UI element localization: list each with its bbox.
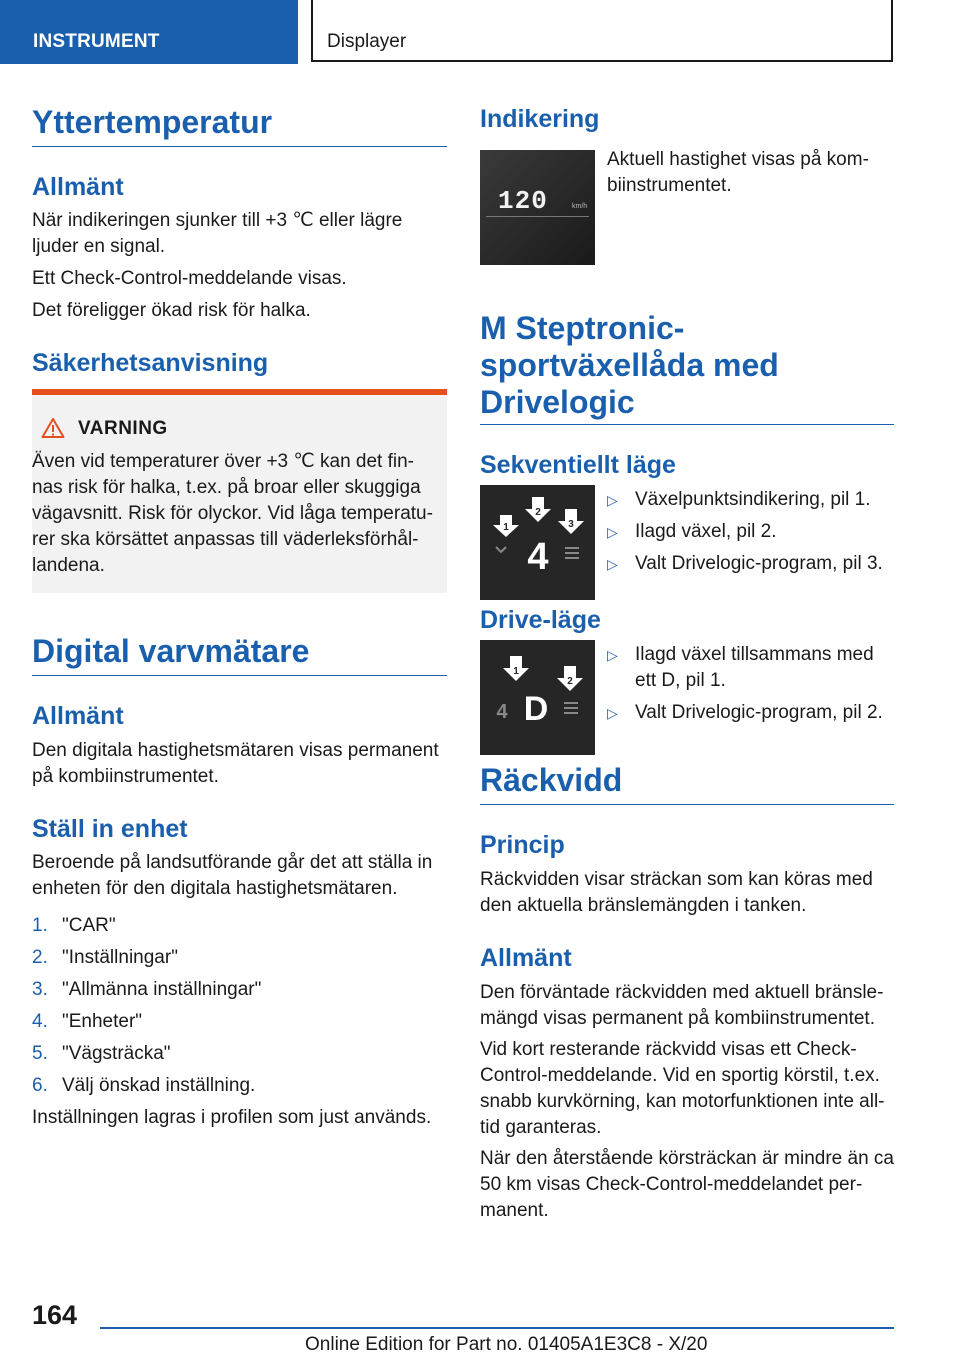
svg-text:2: 2 (567, 676, 573, 687)
svg-text:3: 3 (568, 519, 574, 530)
svg-text:D: D (523, 690, 549, 728)
warning-triangle-icon (41, 417, 65, 439)
paragraph-text: den aktuella bränslemängden i tanken. (480, 895, 807, 916)
paragraph-text: Ett Check-Control-meddelande visas. (32, 268, 347, 289)
heading-rule (32, 675, 447, 676)
heading-rule (32, 146, 447, 147)
warning-box (32, 389, 447, 593)
warning-line: landena. (32, 555, 105, 576)
paragraph-text: Inställningen lagras i profilen som just används. (32, 1107, 432, 1128)
list-item: 1. "CAR" (32, 915, 116, 936)
list-item: ▷ Valt Drivelogic-program, pil 3. (607, 553, 883, 574)
heading-digital-speedometer: Digital varvmätare (32, 633, 310, 669)
subheading-safety: Säkerhetsanvisning (32, 349, 269, 377)
divider (486, 216, 589, 217)
header-topic-label: Displayer (327, 31, 407, 52)
svg-text:1: 1 (503, 522, 509, 533)
paragraph-text: på kombiinstrumentet. (32, 766, 219, 787)
paragraph-text: biinstrumentet. (607, 175, 732, 196)
header-topic-tab (311, 0, 893, 62)
heading-rule (480, 804, 894, 805)
svg-text:4: 4 (496, 701, 508, 723)
subheading-drive-mode: Drive-läge (480, 606, 601, 634)
svg-text:4: 4 (527, 536, 549, 578)
warning-line: Även vid temperaturer över +3 ℃ kan det fin- (32, 451, 414, 472)
warning-text (32, 449, 447, 579)
header-section-tab (0, 0, 298, 64)
paragraph-text: Den digitala hastighetsmätaren visas permanent (32, 740, 439, 761)
paragraph-range-short: Vid kort resterande räckvidd visas ett Check- Control-meddelande. Vid en sportig körstil, t.ex. snabb kurvkörning, kan motorfunktionen inte all- tid garanteras. (480, 1039, 885, 1138)
warning-title: VARNING (78, 418, 168, 439)
list-item: ▷ Ilagd växel, pil 2. (607, 521, 777, 542)
list-item: ▷ Ilagd växel tillsammans med (607, 644, 874, 665)
subheading-set-unit: Ställ in enhet (32, 815, 188, 843)
list-item: 4. "Enheter" (32, 1011, 143, 1032)
paragraph-text: När indikeringen sjunker till +3 ℃ eller lägre (32, 210, 403, 231)
header-section-label: INSTRUMENT (33, 31, 160, 52)
paragraph-text: enheten för den digitala hastighetsmätaren. (32, 878, 398, 899)
subheading-sequential-mode: Sekventiellt läge (480, 451, 676, 479)
paragraph-text: ljuder en signal. (32, 236, 166, 257)
warning-line: nas risk för halka, t.ex. på broar eller skuggiga (32, 477, 421, 498)
paragraph-range-remaining: När den återstående körsträckan är mindre än ca 50 km visas Check-Control-meddelandet per- manent. (480, 1148, 894, 1221)
heading-rule (480, 424, 894, 425)
page-number: 164 (32, 1300, 78, 1330)
warning-bar (32, 389, 447, 395)
svg-text:2: 2 (535, 507, 541, 518)
paragraph-range-expected: Den förväntade räckvidden med aktuell bränsle- mängd visas permanent på kombiinstrumentet. (480, 982, 884, 1029)
list-item-continuation: ett D, pil 1. (635, 670, 726, 691)
warning-line: vägavsnitt. Risk för olyckor. Vid låga temperatu- (32, 503, 433, 524)
subheading-general: Allmänt (32, 702, 124, 730)
sequential-mode-image (480, 485, 595, 600)
warning-line: rer ska körsättet anpassas till väderleksförhål- (32, 529, 419, 550)
paragraph-text: Aktuell hastighet visas på kom- (607, 149, 869, 170)
list-item: 5. "Vägsträcka" (32, 1043, 171, 1064)
drive-indicator-graphic (480, 640, 595, 755)
subheading-general: Allmänt (32, 173, 124, 201)
speed-unit: km/h (572, 203, 588, 210)
subheading-general: Allmänt (480, 944, 572, 972)
heading-range: Räckvidd (480, 762, 623, 798)
paragraph-text: Räckvidden visar sträckan som kan köras med (480, 869, 873, 890)
list-item: 6. Välj önskad inställning. (32, 1075, 256, 1096)
speed-value: 120 (498, 186, 548, 216)
paragraph-text: Det föreligger ökad risk för halka. (32, 300, 311, 321)
gear-indicator-graphic (480, 485, 595, 600)
heading-steptronic: M Steptronic- sportväxellåda med Drivelogic (480, 310, 779, 420)
subheading-principle: Princip (480, 831, 565, 859)
paragraph-text: Beroende på landsutförande går det att ställa in (32, 852, 433, 873)
footer-edition: Online Edition for Part no. 01405A1E3C8 - X/20 (305, 1334, 708, 1355)
heading-outside-temperature: Yttertemperatur (32, 104, 273, 140)
list-item: 3. "Allmänna inställningar" (32, 979, 262, 1000)
drive-mode-image (480, 640, 595, 755)
footer-rule (100, 1327, 894, 1329)
speed-display-image (480, 150, 595, 265)
svg-text:1: 1 (513, 666, 519, 677)
list-item: ▷ Valt Drivelogic-program, pil 2. (607, 702, 883, 723)
list-item: ▷ Växelpunktsindikering, pil 1. (607, 489, 871, 510)
list-item: 2. "Inställningar" (32, 947, 178, 968)
subheading-indication: Indikering (480, 105, 600, 133)
